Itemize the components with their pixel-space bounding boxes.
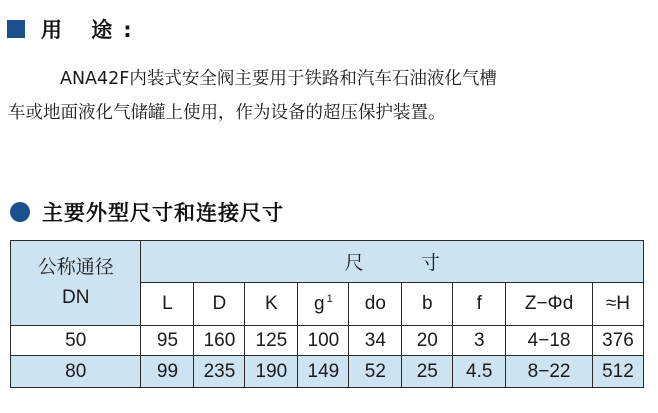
table-cell: 100 [298,326,349,356]
table-cell: 4.5 [453,356,506,388]
column-header: do [349,283,402,326]
table-cell: 52 [349,356,402,388]
usage-title: 用 途: [41,18,143,42]
dimensions-heading [10,196,284,228]
usage-paragraph [8,62,648,130]
dn-header [11,241,141,326]
circle-bullet-icon [10,202,30,222]
table-cell: 25 [402,356,453,388]
column-header: D [194,283,245,326]
table-cell: 99 [141,356,194,388]
column-header: L [141,283,194,326]
table-cell: 190 [245,356,298,388]
table-cell: 149 [298,356,349,388]
table-cell: 376 [592,326,643,356]
table-cell: 20 [402,326,453,356]
column-header: f [453,283,506,326]
dn-cell: 80 [11,356,141,388]
table-cell: 95 [141,326,194,356]
dn-cell: 50 [11,326,141,356]
square-bullet-icon [7,20,25,38]
table-cell: 160 [194,326,245,356]
size-header: 尺 寸 [141,241,644,283]
table-cell: 3 [453,326,506,356]
dimensions-title: 主要外型尺寸和连接尺寸 [42,201,284,225]
column-header: Z−Φd [506,283,593,326]
column-header: ≈H [592,283,643,326]
table-cell: 512 [592,356,643,388]
dimensions-table [10,240,644,388]
table-cell: 4−18 [506,326,593,356]
column-header: K [245,283,298,326]
usage-heading [7,12,143,46]
table-row [11,326,644,356]
column-header: b [402,283,453,326]
usage-line-1: ANA42F内装式安全阀主要用于铁路和汽车石油液化气槽 [60,69,497,89]
column-header: g $^1$ [298,283,349,326]
table-cell: 8−22 [506,356,593,388]
table-row [11,356,644,388]
table-cell: 125 [245,326,298,356]
dn-header-line-1: 公称通径 [37,257,114,278]
table-cell: 235 [194,356,245,388]
usage-line-2: 车或地面液化气储罐上使用，作为设备的超压保护装置。 [8,103,446,123]
dn-header-line-2: DN [62,287,90,308]
table-cell: 34 [349,326,402,356]
